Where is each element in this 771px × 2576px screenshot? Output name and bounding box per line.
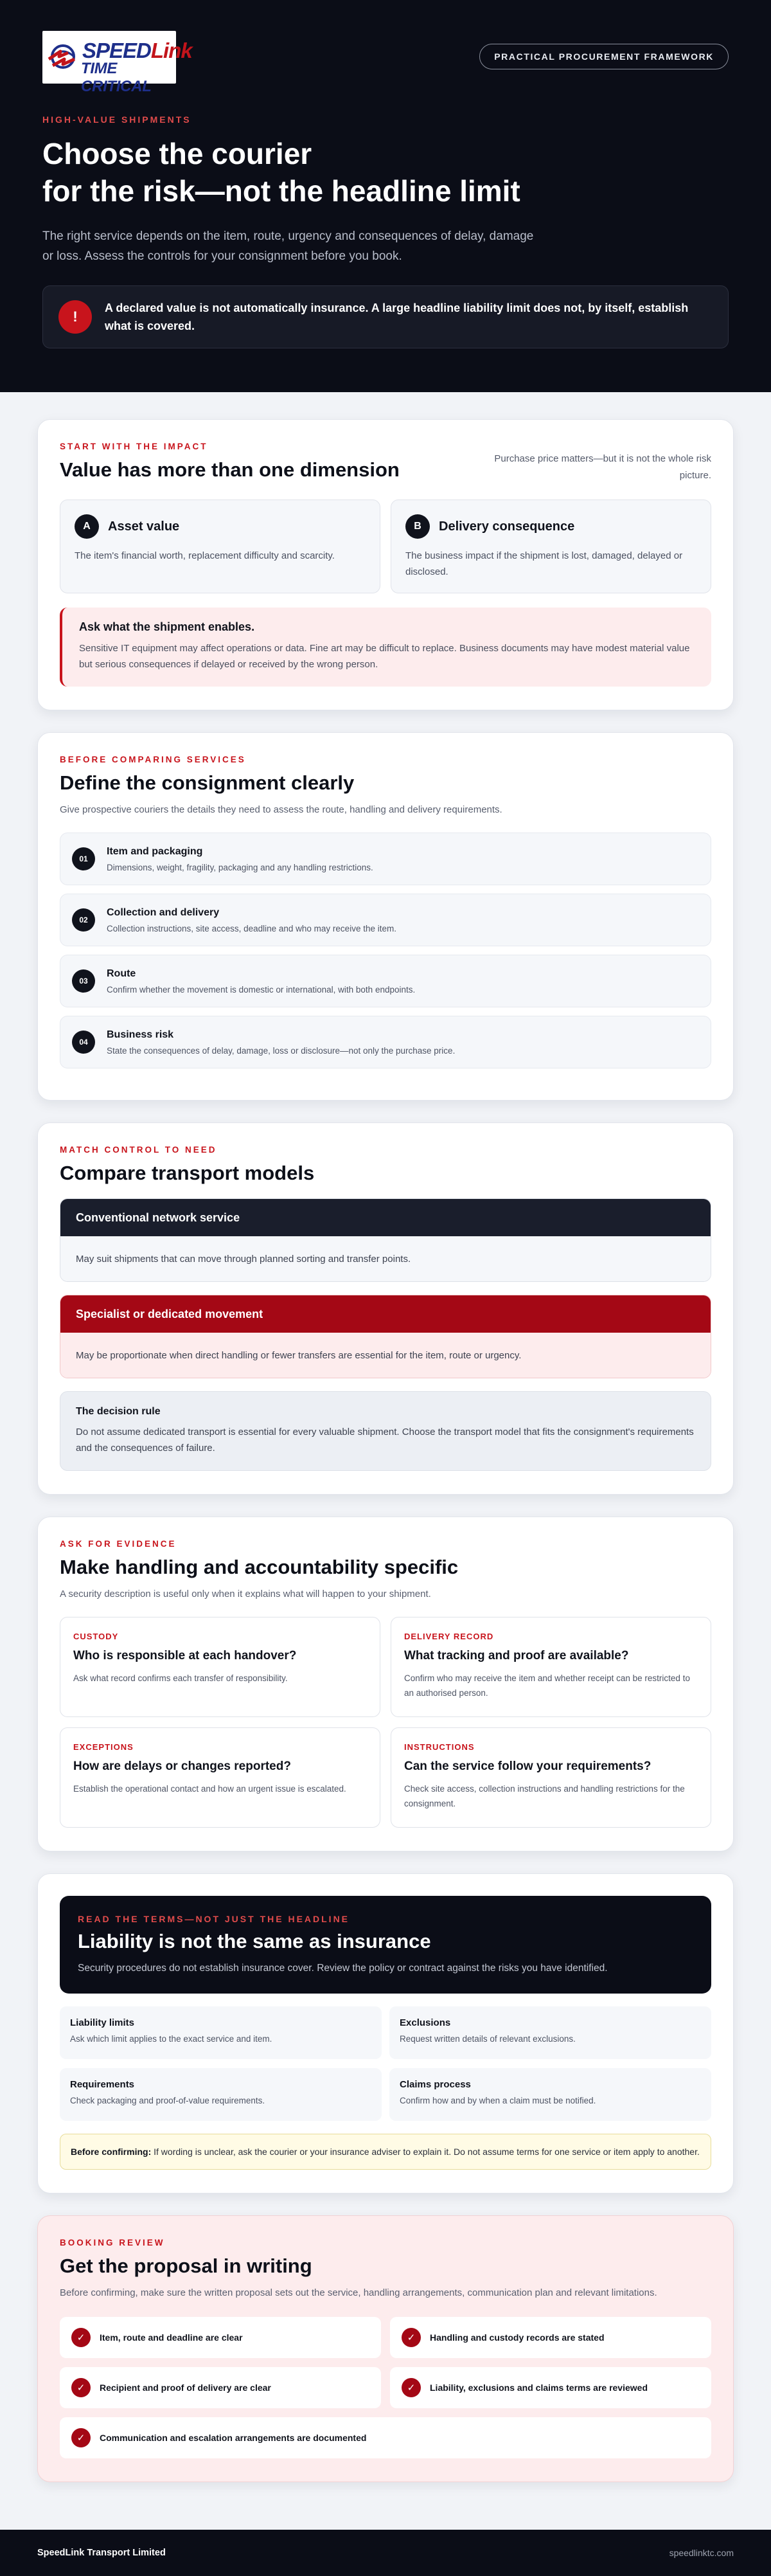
evidence-tag: DELIVERY RECORD — [404, 1632, 494, 1641]
evidence-text: Check site access, collection instructions and handling restrictions for the consignment. — [404, 1784, 685, 1808]
impact-heading-group — [60, 442, 400, 484]
framework-pill: PRACTICAL PROCUREMENT FRAMEWORK — [479, 44, 729, 69]
define-title: Define the consignment clearly — [60, 771, 355, 794]
step-collection-delivery — [60, 894, 711, 946]
term-title: Exclusions — [400, 2017, 451, 2028]
terms-text: Security procedures do not establish insurance cover. Review the policy or contract against the risks you have identified. — [78, 1963, 608, 1974]
main-content — [0, 392, 771, 2530]
term-exclusions — [389, 2006, 711, 2059]
term-text: Confirm how and by when a claim must be notified. — [400, 2096, 596, 2105]
insurance-alert — [42, 285, 729, 348]
evidence-question: Who is responsible at each handover? — [73, 1649, 297, 1662]
globe-arrows-icon — [46, 40, 80, 73]
terms-title: Liability is not the same as insurance — [78, 1930, 431, 1952]
impact-note: Purchase price matters—but it is not the whole risk picture. — [494, 453, 711, 481]
dimension-card-header — [75, 514, 366, 539]
evidence-text: Ask what record confirms each transfer of responsibility. — [73, 1673, 288, 1683]
define-subtitle: Give prospective couriers the details they need to assess the route, handling and delivery requirements. — [60, 804, 502, 815]
shipment-enables-callout — [60, 608, 711, 687]
checklist-item — [390, 2317, 711, 2358]
hero-title-line2: for the risk—not the headline limit — [42, 174, 520, 208]
alert-text: A declared value is not automatically insurance. A large headline liability limit does not, by itself, establish what is covered. — [105, 302, 689, 332]
checkmark-icon: ✓ — [71, 2378, 91, 2397]
term-requirements — [60, 2068, 382, 2121]
review-subtitle: Before confirming, make sure the written proposal sets out the service, handling arrangements, communication plan and relevant limitations. — [60, 2287, 657, 2298]
hero-eyebrow: HIGH-VALUE SHIPMENTS — [42, 114, 191, 125]
terms-banner — [60, 1896, 711, 1994]
impact-title: Value has more than one dimension — [60, 458, 400, 481]
evidence-title: Make handling and accountability specific — [60, 1556, 459, 1578]
step-number: 03 — [72, 969, 95, 993]
dimension-card-asset-value — [60, 500, 380, 593]
evidence-question: What tracking and proof are available? — [404, 1649, 629, 1662]
models-section — [37, 1122, 734, 1495]
define-section — [37, 732, 734, 1101]
evidence-question: How are delays or changes reported? — [73, 1760, 291, 1773]
checkmark-icon: ✓ — [71, 2328, 91, 2347]
model-title: Specialist or dedicated movement — [60, 1295, 711, 1333]
checklist-item-label: Handling and custody records are stated — [430, 2332, 605, 2343]
step-body — [107, 846, 373, 872]
booking-review-section — [37, 2215, 734, 2482]
checklist-item — [60, 2317, 381, 2358]
step-body — [107, 1029, 455, 1056]
step-body — [107, 907, 396, 933]
dimension-text: The item's financial worth, replacement difficulty and scarcity. — [75, 550, 335, 561]
checklist-item — [60, 2367, 381, 2408]
step-business-risk — [60, 1016, 711, 1068]
callout-text: Sensitive IT equipment may affect operations or data. Fine art may be difficult to replace. Business documents may have modest material value but serious consequences if delayed or received by the wrong person. — [79, 643, 690, 670]
hero-top-bar — [42, 31, 729, 95]
evidence-eyebrow: ASK FOR EVIDENCE — [60, 1539, 177, 1549]
checklist-item-label: Liability, exclusions and claims terms are reviewed — [430, 2382, 648, 2393]
hero-section — [0, 0, 771, 392]
evidence-text: Establish the operational contact and how an urgent issue is escalated. — [73, 1784, 346, 1794]
model-title: Conventional network service — [60, 1199, 711, 1236]
site-footer — [0, 2530, 771, 2576]
logo-word-speed: SPEED — [82, 39, 151, 62]
evidence-subtitle: A security description is useful only when it explains what will happen to your shipment. — [60, 1589, 431, 1599]
term-claims-process — [389, 2068, 711, 2121]
step-text: State the consequences of delay, damage, loss or disclosure—not only the purchase price. — [107, 1045, 456, 1056]
step-title: Business risk — [107, 1029, 174, 1040]
logo-wordmark-secondary: TIME CRITICAL — [81, 60, 152, 95]
decision-rule — [60, 1391, 711, 1471]
model-text: May suit shipments that can move through planned sorting and transfer points. — [60, 1236, 711, 1281]
dimension-title: Delivery consequence — [439, 519, 575, 534]
model-specialist — [60, 1295, 711, 1378]
step-item-packaging — [60, 833, 711, 885]
consignment-steps — [60, 833, 711, 1068]
evidence-section — [37, 1517, 734, 1851]
term-text: Ask which limit applies to the exact service and item. — [70, 2034, 272, 2044]
step-text: Confirm whether the movement is domestic or international, with both endpoints. — [107, 984, 416, 995]
dimension-title: Asset value — [108, 519, 180, 534]
footer-company-name: SpeedLink Transport Limited — [37, 2548, 166, 2558]
hero-title — [42, 135, 729, 210]
confirm-label: Before confirming: — [71, 2147, 152, 2157]
checklist-item — [60, 2417, 711, 2458]
step-number: 04 — [72, 1031, 95, 1054]
evidence-card-instructions — [391, 1727, 711, 1828]
evidence-grid — [60, 1617, 711, 1828]
review-eyebrow: BOOKING REVIEW — [60, 2238, 165, 2247]
terms-section — [37, 1873, 734, 2193]
models-title: Compare transport models — [60, 1162, 315, 1184]
term-liability-limits — [60, 2006, 382, 2059]
step-title: Route — [107, 968, 136, 979]
evidence-card-exceptions — [60, 1727, 380, 1828]
impact-eyebrow: START WITH THE IMPACT — [60, 442, 208, 451]
evidence-tag: INSTRUCTIONS — [404, 1742, 475, 1752]
hero-title-line1: Choose the courier — [42, 137, 312, 170]
warning-icon: ! — [58, 300, 92, 334]
review-title: Get the proposal in writing — [60, 2255, 312, 2277]
term-title: Requirements — [70, 2079, 135, 2090]
dimension-text: The business impact if the shipment is lost, damaged, delayed or disclosed. — [405, 550, 683, 577]
decision-rule-title: The decision rule — [76, 1406, 161, 1417]
hero-lede: The right service depends on the item, route, urgency and consequences of delay, damage or loss. Assess the controls for your consignment before you book. — [42, 230, 534, 263]
impact-header — [60, 442, 711, 484]
step-route — [60, 955, 711, 1007]
footer-website-link[interactable]: speedlinktc.com — [669, 2548, 734, 2558]
dimension-card-header — [405, 514, 696, 539]
logo-word-link: Link — [150, 39, 192, 62]
term-title: Liability limits — [70, 2017, 135, 2028]
dimension-card-delivery-consequence — [391, 500, 711, 593]
term-title: Claims process — [400, 2079, 471, 2090]
dimension-badge: B — [405, 514, 430, 539]
step-body — [107, 968, 415, 995]
checklist-item — [390, 2367, 711, 2408]
terms-eyebrow: READ THE TERMS—NOT JUST THE HEADLINE — [78, 1914, 350, 1924]
evidence-card-custody — [60, 1617, 380, 1717]
before-confirming-note — [60, 2134, 711, 2170]
review-checklist — [60, 2317, 711, 2458]
dimension-badge: A — [75, 514, 99, 539]
dimension-cards — [60, 500, 711, 593]
step-number: 01 — [72, 847, 95, 870]
define-eyebrow: BEFORE COMPARING SERVICES — [60, 755, 246, 764]
model-text: May be proportionate when direct handling or fewer transfers are essential for the item, route or urgency. — [60, 1333, 711, 1378]
checkmark-icon: ✓ — [71, 2428, 91, 2447]
step-number: 02 — [72, 908, 95, 932]
evidence-card-delivery-record — [391, 1617, 711, 1717]
term-text: Request written details of relevant exclusions. — [400, 2034, 576, 2044]
speedlink-logo[interactable] — [42, 31, 192, 95]
checklist-item-label: Recipient and proof of delivery are clear — [100, 2382, 271, 2393]
term-text: Check packaging and proof-of-value requirements. — [70, 2096, 265, 2105]
decision-rule-text: Do not assume dedicated transport is essential for every valuable shipment. Choose the transport model that fits the consignment's requirements and the consequences of failure. — [76, 1427, 694, 1454]
callout-title: Ask what the shipment enables. — [79, 620, 255, 633]
terms-grid — [60, 2006, 711, 2121]
models-eyebrow: MATCH CONTROL TO NEED — [60, 1145, 217, 1155]
step-title: Item and packaging — [107, 845, 203, 857]
evidence-question: Can the service follow your requirements? — [404, 1760, 651, 1773]
evidence-text: Confirm who may receive the item and whether receipt can be restricted to an authorised person. — [404, 1673, 690, 1698]
evidence-tag: EXCEPTIONS — [73, 1742, 134, 1752]
confirm-text: If wording is unclear, ask the courier or your insurance adviser to explain it. Do not assume terms for one service or item apply to another. — [154, 2147, 700, 2157]
step-title: Collection and delivery — [107, 906, 220, 918]
step-text: Dimensions, weight, fragility, packaging and any handling restrictions. — [107, 862, 373, 872]
model-conventional — [60, 1198, 711, 1282]
impact-section — [37, 419, 734, 710]
step-text: Collection instructions, site access, deadline and who may receive the item. — [107, 923, 396, 933]
checkmark-icon: ✓ — [402, 2378, 421, 2397]
evidence-tag: CUSTODY — [73, 1632, 119, 1641]
checklist-item-label: Item, route and deadline are clear — [100, 2332, 243, 2343]
checkmark-icon: ✓ — [402, 2328, 421, 2347]
checklist-item-label: Communication and escalation arrangements are documented — [100, 2433, 367, 2443]
